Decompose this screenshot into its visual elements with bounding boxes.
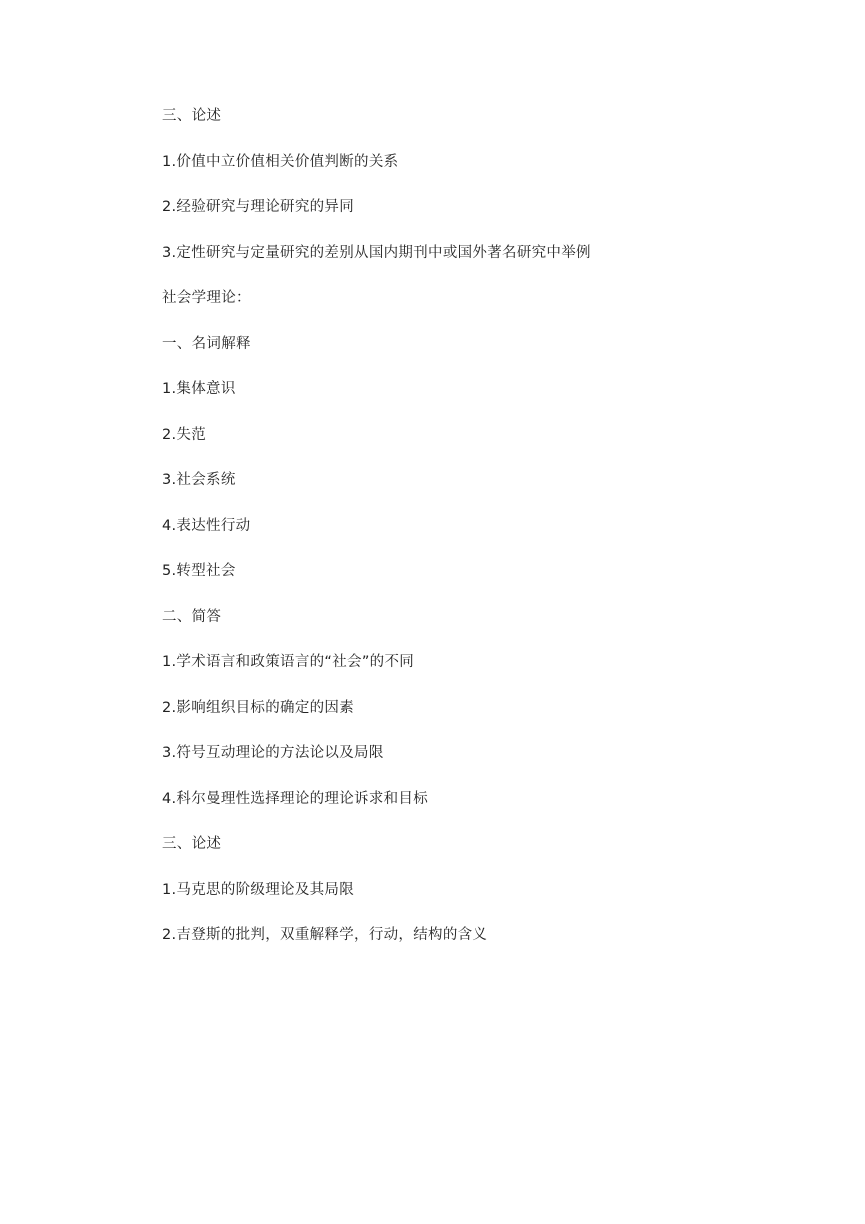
section-heading: 一、名词解释 — [162, 335, 251, 352]
list-item: 1.集体意识 — [162, 381, 236, 397]
list-item: 2.影响组织目标的确定的因素 — [162, 699, 355, 716]
subject-heading: 社会学理论： — [162, 290, 251, 306]
list-item: 2.经验研究与理论研究的异同 — [162, 199, 355, 215]
list-item: 4.表达性行动 — [162, 517, 251, 534]
section-heading: 三、论述 — [162, 108, 222, 124]
list-item: 1.马克思的阶级理论及其局限 — [162, 881, 355, 898]
list-item: 5.转型社会 — [162, 563, 236, 579]
list-item: 2.失范 — [162, 426, 207, 443]
list-item: 1.学术语言和政策语言的“社会”的不同 — [162, 654, 415, 670]
list-item: 3.社会系统 — [162, 472, 236, 488]
document-body — [162, 105, 802, 970]
section-heading: 二、简答 — [162, 608, 222, 625]
list-item: 3.符号互动理论的方法论以及局限 — [162, 745, 384, 761]
list-item: 2.吉登斯的批判，双重解释学，行动，结构的含义 — [162, 927, 488, 943]
list-item: 4.科尔曼理性选择理论的理论诉求和目标 — [162, 790, 429, 807]
list-item: 1.价值中立价值相关价值判断的关系 — [162, 153, 399, 170]
list-item: 3.定性研究与定量研究的差别从国内期刊中或国外著名研究中举例 — [162, 244, 591, 261]
section-heading: 三、论述 — [162, 836, 222, 852]
